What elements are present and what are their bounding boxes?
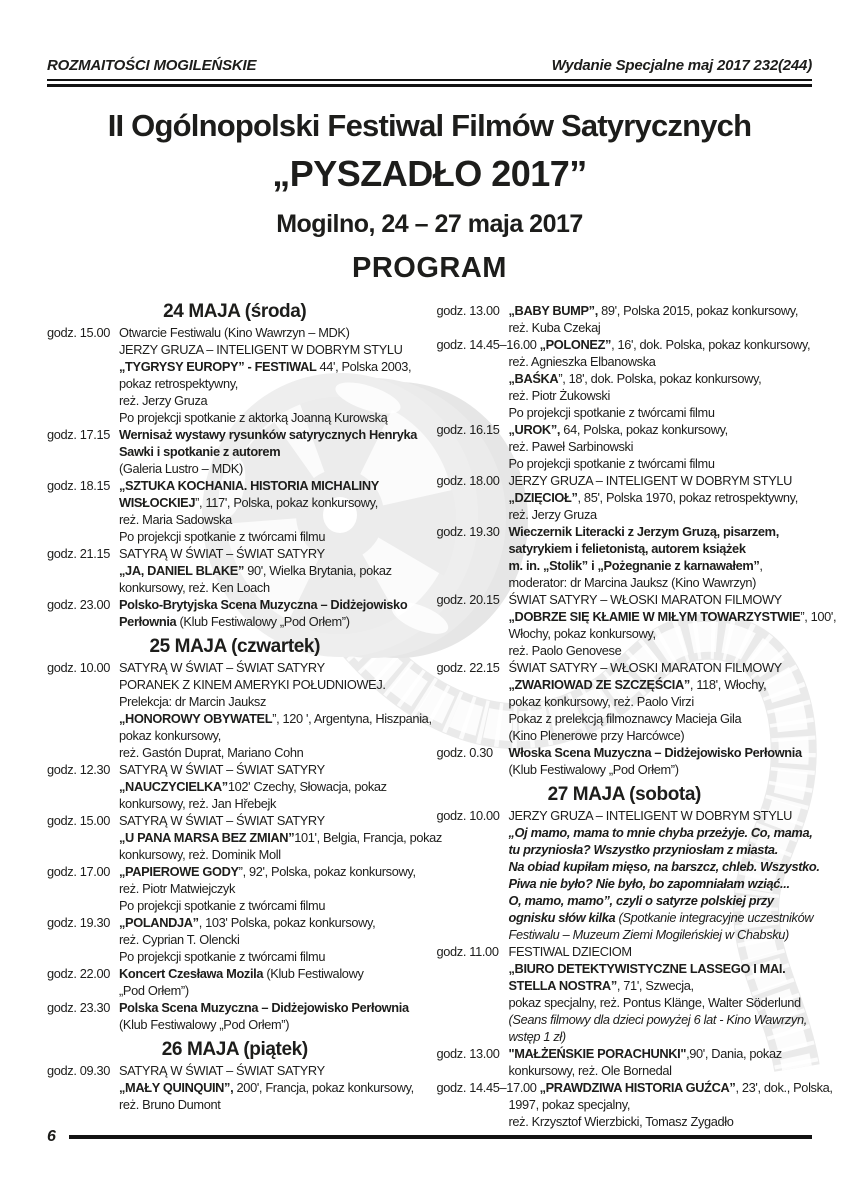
entry-line xyxy=(509,370,813,387)
text-segment: reż. Gastón Duprat, Mariano Cohn xyxy=(119,745,304,760)
entry-line xyxy=(509,994,813,1011)
entry-time: godz. 15.00 xyxy=(47,325,111,340)
text-segment: reż. Jerzy Gruza xyxy=(119,393,208,408)
text-segment: Koncert Czesława Mozila xyxy=(119,966,267,981)
entry-time: godz. 16.15 xyxy=(436,422,500,437)
program-entry xyxy=(437,472,813,523)
entry-line xyxy=(509,489,813,506)
entry-description xyxy=(119,914,423,965)
entry-description xyxy=(119,659,432,761)
text-segment: Otwarcie Festiwalu (Kino Wawrzyn – MDK) xyxy=(119,325,350,340)
entry-line xyxy=(509,693,813,710)
entry-line xyxy=(509,909,813,926)
program-entry xyxy=(47,914,423,965)
text-segment: ŚWIAT SATYRY – WŁOSKI MARATON FILMOWY xyxy=(508,660,782,675)
text-segment: pokaz konkursowy, reż. Paolo Virzi xyxy=(508,694,694,709)
program-entry xyxy=(47,324,423,426)
entry-description xyxy=(509,421,813,472)
text-segment: „PAPIEROWE GODY xyxy=(119,864,239,879)
text-segment: „JA, DANIEL BLAKE” xyxy=(119,563,248,578)
entry-line xyxy=(119,562,423,579)
entry-line xyxy=(509,1096,813,1113)
entry-time: godz. 13.00 xyxy=(436,303,500,318)
entry-line xyxy=(509,438,813,455)
entry-line xyxy=(509,960,813,977)
text-segment: pokaz specjalny, reż. Pontus Klänge, Walter Söderlund xyxy=(508,995,801,1010)
entry-description xyxy=(509,659,813,744)
entry-line xyxy=(509,926,813,943)
entry-line xyxy=(119,358,423,375)
text-segment: 200', Francja, pokaz konkursowy, xyxy=(236,1080,414,1095)
text-segment: ,90', Dania, pokaz xyxy=(686,1046,782,1061)
text-segment: ”, 100', xyxy=(800,609,837,624)
text-segment: „Pod Orłem”) xyxy=(119,983,189,998)
entry-time: godz. 18.00 xyxy=(436,473,500,488)
entry-description xyxy=(119,1062,423,1113)
entry-line xyxy=(119,494,423,511)
entry-line xyxy=(509,943,813,960)
entry-description xyxy=(119,761,423,812)
text-segment: FESTIWAL DZIECIOM xyxy=(508,944,632,959)
entry-line xyxy=(119,795,423,812)
entry-line xyxy=(509,977,813,994)
text-segment: , 85', Polska 1970, pokaz retrospektywny, xyxy=(577,490,798,505)
entry-line xyxy=(119,863,423,880)
entry-description xyxy=(119,965,423,999)
entry-line xyxy=(119,727,423,744)
text-segment: SATYRĄ W ŚWIAT – ŚWIAT SATYRY xyxy=(119,546,325,561)
text-segment: 90', Wielka Brytania, pokaz xyxy=(247,563,392,578)
text-segment: ”, 92', Polska, pokaz konkursowy, xyxy=(238,864,416,879)
entry-line xyxy=(119,392,423,409)
text-segment: reż. Paweł Sarbinowski xyxy=(508,439,634,454)
entry-line xyxy=(509,892,813,909)
entry-line xyxy=(509,591,813,608)
text-segment: ”, 117', Polska, pokaz konkursowy, xyxy=(195,495,378,510)
text-segment: , 103' Polska, pokaz konkursowy, xyxy=(198,915,376,930)
text-segment: (Galeria Lustro – MDK) xyxy=(119,461,243,476)
text-segment: , 118', Włochy, xyxy=(689,677,767,692)
text-segment: reż. Cyprian T. Olencki xyxy=(119,932,240,947)
entry-line xyxy=(509,642,813,659)
entry-description xyxy=(119,596,423,630)
text-segment: 64, Polska, pokaz konkursowy, xyxy=(563,422,728,437)
text-segment: Włoska Scena Muzyczna – Didżejowisko Perłownia xyxy=(508,745,802,760)
entry-line xyxy=(119,812,423,829)
entry-line xyxy=(509,1062,813,1079)
entry-time: godz. 19.30 xyxy=(436,524,500,539)
entry-time: godz. 12.30 xyxy=(47,762,111,777)
text-segment: tu przyniosła? Wszystko przyniosłam z miasta. xyxy=(508,842,778,857)
entry-line xyxy=(119,693,423,710)
entry-description xyxy=(437,336,813,421)
text-segment: „BAŚKA xyxy=(508,371,559,386)
entry-line xyxy=(509,574,813,591)
text-segment: Polsko-Brytyjska Scena Muzyczna – Didżejowisko xyxy=(119,597,408,612)
entry-description xyxy=(436,1079,833,1130)
program-entry xyxy=(437,421,813,472)
text-segment: reż. Kuba Czekaj xyxy=(508,320,601,335)
entry-line xyxy=(119,324,423,341)
text-segment: Wieczernik Literacki z Jerzym Gruzą, pisarzem, xyxy=(508,524,779,539)
festival-dates: Mogilno, 24 – 27 maja 2017 xyxy=(276,210,583,238)
entry-line xyxy=(509,455,813,472)
program-entry xyxy=(47,761,423,812)
entry-line xyxy=(509,875,813,892)
entry-line xyxy=(509,727,813,744)
entry-line xyxy=(509,319,813,336)
text-segment: Po projekcji spotkanie z twórcami filmu xyxy=(508,405,715,420)
masthead xyxy=(47,0,812,74)
entry-line xyxy=(119,744,423,761)
entry-line xyxy=(509,540,813,557)
entry-line xyxy=(509,1011,813,1028)
entry-time: godz. 13.00 xyxy=(436,1046,500,1061)
masthead-left: ROZMAITOŚCI MOGILEŃSKIE xyxy=(47,57,257,74)
text-segment: Festiwalu – Muzeum Ziemi Mogileńskiej w Chabsku) xyxy=(508,927,789,942)
entry-description xyxy=(509,302,813,336)
entry-line xyxy=(119,341,423,358)
entry-line xyxy=(509,421,813,438)
text-segment: moderator: dr Marcina Jauksz (Kino Wawrzyn) xyxy=(508,575,757,590)
entry-time: godz. 22.15 xyxy=(436,660,500,675)
program-column-right xyxy=(436,302,837,1130)
text-segment: (Klub Festiwalowy „Pod Orłem”) xyxy=(508,762,679,777)
entry-line xyxy=(509,302,813,319)
text-segment: ognisku słów kilka xyxy=(508,910,619,925)
text-segment: „POLONEZ” xyxy=(539,337,612,352)
text-segment: Piwa nie było? Nie było, bo zapomniałam wziąć... xyxy=(508,876,790,891)
entry-line xyxy=(119,426,423,443)
text-segment: ŚWIAT SATYRY – WŁOSKI MARATON FILMOWY xyxy=(508,592,782,607)
text-segment: Po projekcji spotkanie z twórcami filmu xyxy=(119,898,326,913)
masthead-right: Wydanie Specjalne maj 2017 232(244) xyxy=(551,57,812,74)
text-segment: , 16', dok. Polska, pokaz konkursowy, xyxy=(611,337,811,352)
text-segment: JERZY GRUZA – INTELIGENT W DOBRYM STYLU xyxy=(508,473,793,488)
entry-line xyxy=(119,948,423,965)
text-segment: „MAŁY QUINQUIN”, xyxy=(119,1080,237,1095)
entry-line xyxy=(509,659,813,676)
program-columns xyxy=(47,301,837,1130)
text-segment: Po projekcji spotkanie z aktorką Joanną Kurowską xyxy=(119,410,388,425)
entry-line xyxy=(119,613,423,630)
entry-description xyxy=(119,863,423,914)
entry-line xyxy=(509,625,813,642)
entry-line xyxy=(508,858,820,875)
text-segment: reż. Maria Sadowska xyxy=(119,512,232,527)
entry-time: godz. 23.30 xyxy=(47,1000,111,1015)
entry-time: godz. 23.00 xyxy=(47,597,111,612)
day-heading: 25 MAJA (czwartek) xyxy=(149,636,321,657)
text-segment: „U PANA MARSA BEZ ZMIAN” xyxy=(119,830,295,845)
entry-line xyxy=(119,965,423,982)
entry-line xyxy=(509,523,813,540)
text-segment: ”, 18', dok. Polska, pokaz konkursowy, xyxy=(558,371,762,386)
text-segment: , xyxy=(759,558,763,573)
text-segment: „HONOROWY OBYWATEL xyxy=(119,711,273,726)
text-segment: „SZTUKA KOCHANIA. HISTORIA MICHALINY xyxy=(119,478,379,493)
text-segment: 89', Polska 2015, pokaz konkursowy, xyxy=(601,303,799,318)
entry-line xyxy=(119,375,423,392)
festival-title: II Ogólnopolski Festiwal Filmów Satyrycznych xyxy=(107,108,752,143)
entry-line xyxy=(119,999,423,1016)
entry-time: godz. 22.00 xyxy=(47,966,111,981)
entry-description xyxy=(509,472,813,523)
entry-line xyxy=(119,1062,423,1079)
text-segment: JERZY GRUZA – INTELIGENT W DOBRYM STYLU xyxy=(508,808,793,823)
entry-line xyxy=(436,1079,833,1096)
entry-description xyxy=(509,943,813,1045)
text-segment: reż. Krzysztof Wierzbicki, Tomasz Zygadło xyxy=(508,1114,734,1129)
text-segment: Wernisaż wystawy rysunków satyrycznych Henryka xyxy=(119,427,418,442)
entry-line xyxy=(509,353,813,370)
day-heading: 27 MAJA (sobota) xyxy=(547,784,701,805)
entry-time: godz. 17.15 xyxy=(47,427,111,442)
entry-time: godz. 15.00 xyxy=(47,813,111,828)
entry-line xyxy=(509,506,813,523)
text-segment: (Klub Festiwalowy xyxy=(266,966,364,981)
text-segment: Perłownia xyxy=(119,614,180,629)
entry-line xyxy=(119,511,423,528)
program-entry xyxy=(437,744,813,778)
text-segment: WISŁOCKIEJ xyxy=(119,495,196,510)
text-segment: „Oj mamo, mama to mnie chyba przeżyje. Co, mama, xyxy=(508,825,813,840)
entry-line xyxy=(509,744,813,761)
entry-line xyxy=(119,1079,423,1096)
text-segment: O, mamo, mamo”, czyli o satyrze polskiej przy xyxy=(508,893,774,908)
entry-line xyxy=(509,761,813,778)
entry-description xyxy=(119,812,442,863)
program-entry xyxy=(437,523,813,591)
entry-line xyxy=(509,824,813,841)
entry-description xyxy=(119,545,423,596)
text-segment: Polska Scena Muzyczna – Didżejowisko Perłownia xyxy=(119,1000,409,1015)
program-entry xyxy=(437,302,813,336)
entry-line xyxy=(509,710,813,727)
text-segment: ”, 120 ', Argentyna, Hiszpania, xyxy=(272,711,432,726)
program-entry xyxy=(47,965,423,999)
entry-description xyxy=(119,426,423,477)
text-segment: SATYRĄ W ŚWIAT – ŚWIAT SATYRY xyxy=(119,813,325,828)
text-segment: reż. Bruno Dumont xyxy=(119,1097,221,1112)
text-segment: wstęp 1 zł) xyxy=(508,1029,566,1044)
text-segment: konkursowy, reż. Jan Hřebejk xyxy=(119,796,277,811)
program-column-left xyxy=(47,301,442,1113)
entry-time: godz. 0.30 xyxy=(436,745,493,760)
entry-line xyxy=(509,404,813,421)
entry-time: godz. 10.00 xyxy=(47,660,111,675)
entry-line xyxy=(509,1045,813,1062)
entry-line xyxy=(509,387,813,404)
text-segment: „TYGRYSY EUROPY” - FESTIWAL xyxy=(119,359,320,374)
footer-rule xyxy=(69,1135,812,1139)
text-segment: 101', Belgia, Francja, pokaz xyxy=(294,830,442,845)
text-segment: „PRAWDZIWA HISTORIA GUŹCA” xyxy=(539,1080,736,1095)
day-heading: 26 MAJA (piątek) xyxy=(161,1039,308,1060)
entry-line xyxy=(119,659,423,676)
text-segment: „NAUCZYCIELKA” xyxy=(119,779,228,794)
text-segment: konkursowy, reż. Ken Loach xyxy=(119,580,270,595)
text-segment: STELLA NOSTRA” xyxy=(508,978,617,993)
text-segment: (Seans filmowy dla dzieci powyżej 6 lat - Kino Wawrzyn, xyxy=(508,1012,807,1027)
text-segment: „DZIĘCIOŁ” xyxy=(508,490,578,505)
festival-name: „PYSZADŁO 2017” xyxy=(272,153,587,194)
entry-line xyxy=(509,1028,813,1045)
entry-line xyxy=(119,761,423,778)
entry-time: godz. 19.30 xyxy=(47,915,111,930)
program-entry xyxy=(47,812,442,863)
program-entry xyxy=(436,807,820,943)
text-segment: „POLANDJA” xyxy=(119,915,199,930)
text-segment: reż. Jerzy Gruza xyxy=(508,507,597,522)
text-segment: Na obiad kupiłam mięso, na barszcz, chleb. Wszystko. xyxy=(508,859,820,874)
program-entry xyxy=(47,426,423,477)
entry-line xyxy=(119,1096,423,1113)
entry-line xyxy=(119,880,423,897)
program-entry xyxy=(437,943,813,1045)
text-segment: Pokaz z prelekcją filmoznawcy Macieja Gila xyxy=(508,711,742,726)
entry-description xyxy=(119,477,423,545)
entry-line xyxy=(119,914,423,931)
text-segment: „BIURO DETEKTYWISTYCZNE LASSEGO I MAI. xyxy=(508,961,786,976)
text-segment: „ZWARIOWAD ZE SZCZĘŚCIA” xyxy=(508,677,690,692)
entry-time: godz. 14.45–17.00 xyxy=(436,1080,537,1095)
entry-line xyxy=(119,982,423,999)
text-segment: JERZY GRUZA – INTELIGENT W DOBRYM STYLU xyxy=(119,342,403,357)
entry-line xyxy=(119,778,423,795)
text-segment: SATYRĄ W ŚWIAT – ŚWIAT SATYRY xyxy=(119,1063,325,1078)
text-segment: Włochy, pokaz konkursowy, xyxy=(508,626,656,641)
title-block xyxy=(47,108,812,285)
day-heading: 24 MAJA (środa) xyxy=(163,301,307,322)
text-segment: (Kino Plenerowe przy Harcówce) xyxy=(508,728,685,743)
text-segment: (Spotkanie integracyjne uczestników xyxy=(618,910,814,925)
entry-line xyxy=(509,841,813,858)
entry-description xyxy=(508,591,837,659)
entry-line xyxy=(119,443,423,460)
entry-time: godz. 20.15 xyxy=(436,592,500,607)
entry-description xyxy=(509,1045,813,1079)
entry-line xyxy=(119,579,423,596)
text-segment: Po projekcji spotkanie z twórcami filmu xyxy=(119,949,326,964)
program-heading: PROGRAM xyxy=(352,252,507,284)
entry-line xyxy=(119,409,423,426)
text-segment: m. in. „Stolik” i „Pożegnanie z karnawałem” xyxy=(508,558,760,573)
entry-line xyxy=(119,1016,423,1033)
text-segment: konkursowy, reż. Dominik Moll xyxy=(119,847,281,862)
text-segment: reż. Piotr Żukowski xyxy=(508,388,610,403)
entry-line xyxy=(119,710,432,727)
page-footer xyxy=(47,1128,812,1146)
text-segment: Po projekcji spotkanie z twórcami filmu xyxy=(508,456,715,471)
entry-line xyxy=(119,460,423,477)
program-entry xyxy=(436,591,837,659)
text-segment: „UROK”, xyxy=(508,422,564,437)
entry-line xyxy=(509,557,813,574)
entry-line xyxy=(119,676,423,693)
entry-line xyxy=(119,477,423,494)
text-segment: „BABY BUMP”, xyxy=(508,303,602,318)
text-segment: pokaz retrospektywny, xyxy=(119,376,239,391)
text-segment: 102' Czechy, Słowacja, pokaz xyxy=(227,779,387,794)
entry-time: godz. 17.00 xyxy=(47,864,111,879)
entry-description xyxy=(119,324,423,426)
text-segment: (Klub Festiwalowy „Pod Orłem”) xyxy=(179,614,350,629)
program-entry xyxy=(436,1079,833,1130)
text-segment: , 23', dok., Polska, xyxy=(735,1080,833,1095)
text-segment: reż. Piotr Matwiejczyk xyxy=(119,881,236,896)
program-entry xyxy=(437,659,813,744)
entry-line xyxy=(119,545,423,562)
entry-time: godz. 09.30 xyxy=(47,1063,111,1078)
page-number: 6 xyxy=(47,1128,56,1145)
text-segment: Prelekcja: dr Marcin Jauksz xyxy=(119,694,267,709)
program-entry xyxy=(47,545,423,596)
program-entry xyxy=(47,477,423,545)
entry-line xyxy=(508,608,837,625)
program-entry xyxy=(437,1045,813,1079)
entry-time: godz. 14.45–16.00 xyxy=(436,337,537,352)
text-segment: reż. Agnieszka Elbanowska xyxy=(508,354,656,369)
entry-line xyxy=(119,846,423,863)
entry-description xyxy=(119,999,423,1033)
entry-line xyxy=(509,472,813,489)
text-segment: konkursowy, reż. Ole Bornedal xyxy=(508,1063,672,1078)
entry-line xyxy=(509,676,813,693)
text-segment: reż. Paolo Genovese xyxy=(508,643,622,658)
text-segment: , 71', Szwecja, xyxy=(616,978,694,993)
entry-line xyxy=(509,807,813,824)
entry-time: godz. 11.00 xyxy=(436,944,499,959)
text-segment: PORANEK Z KINEM AMERYKI POŁUDNIOWEJ. xyxy=(119,677,386,692)
entry-line xyxy=(119,596,423,613)
entry-time: godz. 21.15 xyxy=(47,546,111,561)
masthead-rule xyxy=(47,79,812,87)
entry-time: godz. 10.00 xyxy=(436,808,500,823)
program-entry xyxy=(437,336,813,421)
entry-line xyxy=(437,336,813,353)
text-segment: SATYRĄ W ŚWIAT – ŚWIAT SATYRY xyxy=(119,660,325,675)
text-segment: Po projekcji spotkanie z twórcami filmu xyxy=(119,529,326,544)
entry-line xyxy=(119,829,442,846)
program-entry xyxy=(47,863,423,914)
entry-time: godz. 18.15 xyxy=(47,478,111,493)
text-segment: (Klub Festiwalowy „Pod Orłem”) xyxy=(119,1017,290,1032)
text-segment: SATYRĄ W ŚWIAT – ŚWIAT SATYRY xyxy=(119,762,325,777)
text-segment: 1997, pokaz specjalny, xyxy=(508,1097,631,1112)
entry-line xyxy=(119,528,423,545)
program-entry xyxy=(47,659,432,761)
program-entry xyxy=(47,999,423,1033)
entry-line xyxy=(119,897,423,914)
program-entry xyxy=(47,596,423,630)
entry-description xyxy=(509,523,813,591)
text-segment: 44', Polska 2003, xyxy=(319,359,412,374)
text-segment: „DOBRZE SIĘ KŁAMIE W MIŁYM TOWARZYSTWIE xyxy=(508,609,801,624)
entry-description xyxy=(508,807,820,943)
entry-line xyxy=(119,931,423,948)
text-segment: Sawki i spotkanie z autorem xyxy=(119,444,281,459)
text-segment: pokaz konkursowy, xyxy=(119,728,221,743)
text-segment: satyrykiem i felietonistą, autorem książek xyxy=(508,541,746,556)
text-segment: "MAŁŻEŃSKIE PORACHUNKI" xyxy=(508,1046,687,1061)
entry-description xyxy=(509,744,813,778)
program-entry xyxy=(47,1062,423,1113)
